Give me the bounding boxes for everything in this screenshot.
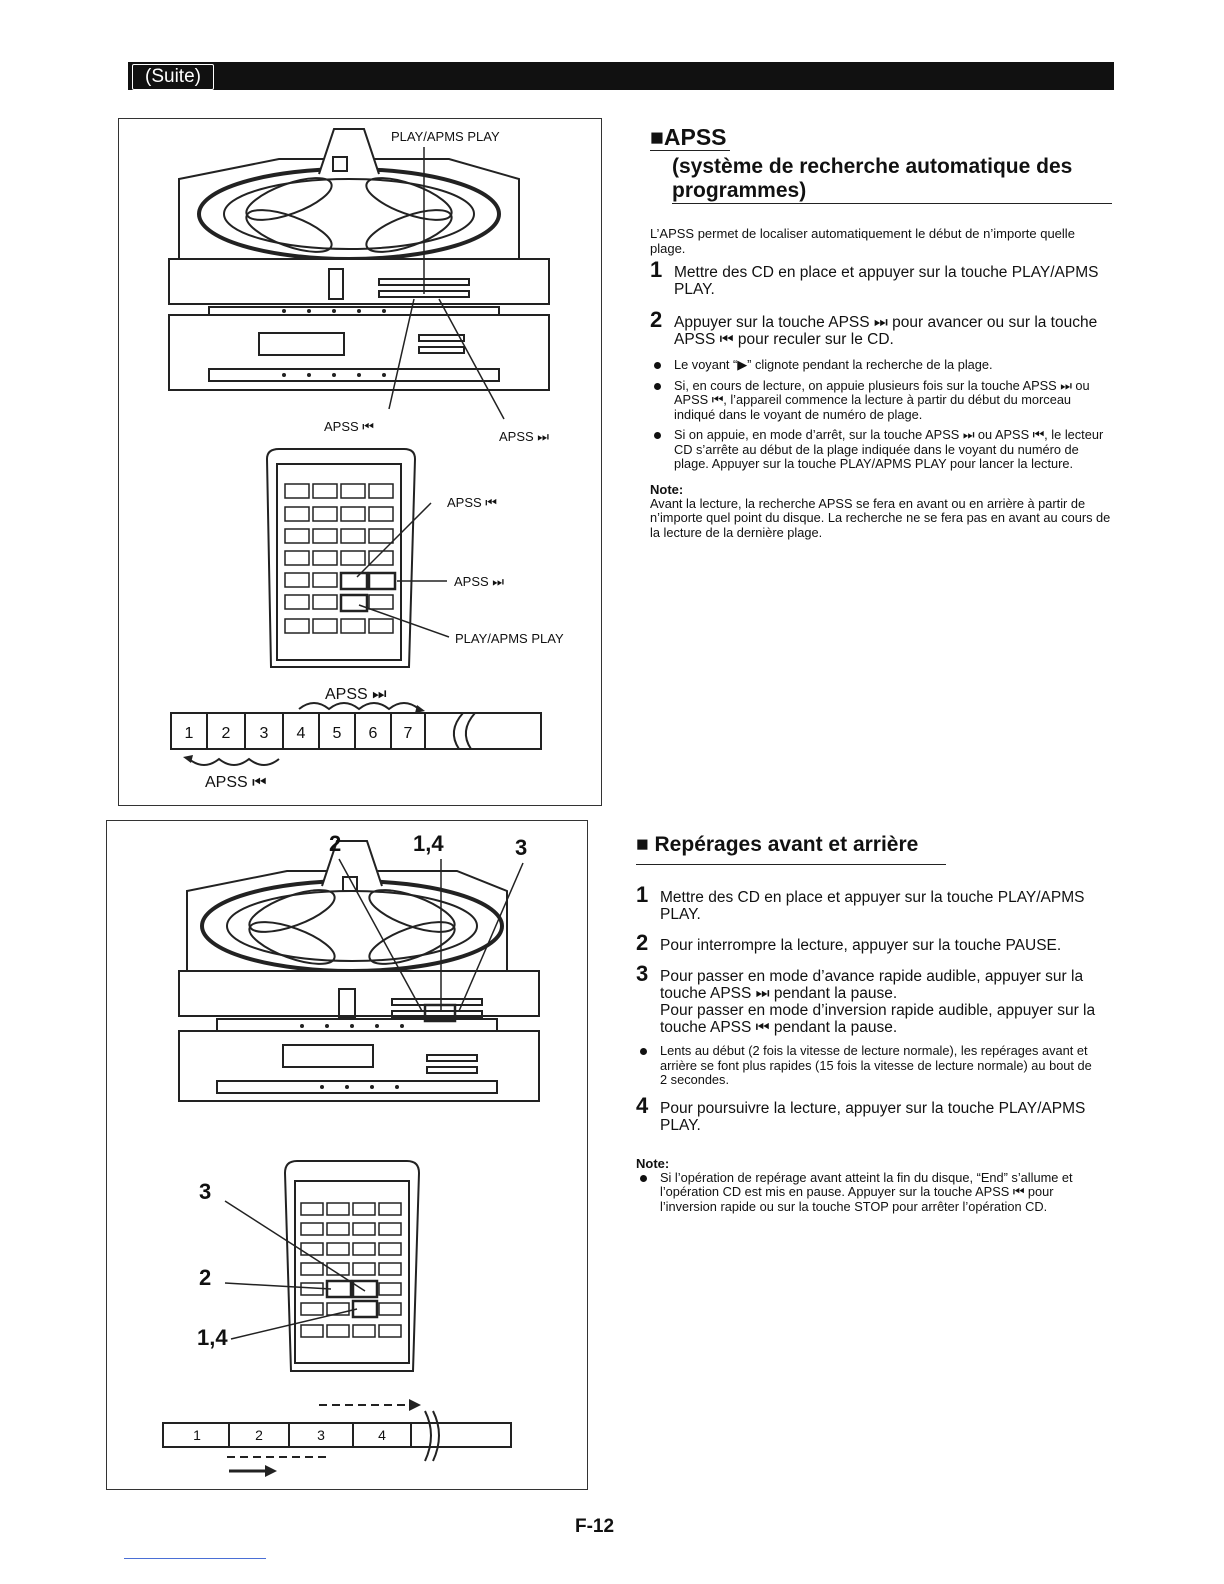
reperages-step-3a-text: Pour passer en mode d’avance rapide audible, appuyer sur la touche APSS ⏭ pendant la pause. bbox=[660, 968, 1084, 1002]
apss-note-text: Avant la lecture, la recherche APSS se fera en avant ou en arrière à partir de n’importe quel point du disque. La recherche ne se fera pas en avant au cours de la lecture de la dernière plage. bbox=[650, 495, 1111, 540]
apss-step-1 bbox=[650, 257, 1112, 298]
figure-reperages-drawing bbox=[107, 821, 587, 1489]
step-number: 3 bbox=[636, 961, 649, 986]
track-number: 1 bbox=[184, 725, 194, 742]
remote-label-next: APSS ⏭ bbox=[454, 574, 504, 589]
remote-callout-2: 2 bbox=[199, 1265, 212, 1290]
track-forward-label: APSS ⏭ bbox=[325, 686, 387, 703]
reperages-step-4 bbox=[636, 1092, 1096, 1134]
subtitle-rule bbox=[672, 203, 1112, 204]
label-play: PLAY/APMS PLAY bbox=[391, 129, 500, 144]
apss-section bbox=[650, 124, 1112, 540]
apss-step-1-text: Mettre des CD en place et appuyer sur la touche PLAY/APMS PLAY. bbox=[674, 264, 1099, 298]
label-apss-next: APSS ⏭ bbox=[499, 429, 549, 444]
figure-apss bbox=[118, 118, 602, 806]
reperages-step-1-text: Mettre des CD en place et appuyer sur la touche PLAY/APMS PLAY. bbox=[660, 889, 1085, 923]
callout-step-3: 3 bbox=[515, 835, 528, 860]
track-number: 1 bbox=[193, 1427, 201, 1443]
track-number: 3 bbox=[259, 725, 269, 742]
reperages-note-text: Si l’opération de repérage avant atteint la fin du disque, “End” s’allume et l’opération CD est mis en pause. Appuyer sur la touche APSS ⏮ pour l’inversion rapide ou sur la touche STOP pour arrêter l’opération CD. bbox=[636, 1171, 1096, 1215]
reperages-step-3b-text: Pour passer en mode d’inversion rapide audible, appuyer sur la touche APSS ⏮ pendant la pause. bbox=[660, 1002, 1096, 1036]
track-number: 2 bbox=[255, 1427, 263, 1443]
reperages-step-4-text: Pour poursuivre la lecture, appuyer sur la touche PLAY/APMS PLAY. bbox=[660, 1099, 1086, 1134]
track-number: 4 bbox=[296, 725, 306, 742]
figure-apss-drawing bbox=[119, 119, 601, 805]
reperages-step-2-text: Pour interrompre la lecture, appuyer sur la touche PAUSE. bbox=[660, 937, 1062, 954]
reperages-step-1 bbox=[636, 882, 1096, 923]
callout-step-1-4: 1,4 bbox=[413, 831, 444, 856]
reperages-step-2 bbox=[636, 930, 1096, 955]
reperages-title: ■ Repérages avant et arrière bbox=[636, 833, 919, 856]
track-back-label: APSS ⏮ bbox=[205, 774, 267, 791]
reperages-note-heading: Note: bbox=[636, 1155, 670, 1171]
step-number: 1 bbox=[650, 257, 663, 282]
suite-label: (Suite) bbox=[132, 64, 214, 90]
figure-reperages bbox=[106, 820, 588, 1490]
track-number: 3 bbox=[317, 1427, 325, 1443]
apss-bullet-2: Si, en cours de lecture, on appuie plusieurs fois sur la touche APSS ⏭ ou APSS ⏮, l’appareil commence la lecture à partir du début du morceau indiqué dans le voyant de numéro de plage. bbox=[650, 379, 1112, 423]
apss-step-2 bbox=[650, 307, 1112, 348]
apss-title: ■APSS bbox=[650, 124, 727, 150]
remote-label-prev: APSS ⏮ bbox=[447, 495, 497, 510]
track-number: 4 bbox=[378, 1427, 386, 1443]
step-number: 4 bbox=[636, 1092, 649, 1118]
callout-step-2: 2 bbox=[329, 831, 342, 856]
remote-label-play: PLAY/APMS PLAY bbox=[455, 631, 564, 646]
title-rule bbox=[636, 864, 946, 865]
apss-subtitle-line1: (système de recherche automatique des bbox=[672, 155, 1073, 178]
reperages-step-3 bbox=[636, 961, 1096, 1036]
apss-bullet-1: Le voyant “▶” clignote pendant la recherche de la plage. bbox=[650, 358, 1112, 373]
reperages-section bbox=[636, 832, 1096, 1214]
track-number: 6 bbox=[368, 725, 378, 742]
apss-bullet-3: Si on appuie, en mode d’arrêt, sur la touche APSS ⏭ ou APSS ⏮, le lecteur CD s’arrête au début de la plage indiquée dans le voyant du numéro de plage. Appuyer sur la touche PLAY/APMS PLAY pour lancer la lecture. bbox=[650, 428, 1112, 472]
page-number: F-12 bbox=[575, 1516, 615, 1537]
title-rule bbox=[650, 150, 730, 151]
header-bar bbox=[128, 62, 1114, 90]
track-number: 5 bbox=[332, 725, 342, 742]
apss-intro: L’APSS permet de localiser automatiquement le début de n’importe quelle plage. bbox=[650, 226, 1075, 256]
step-number: 2 bbox=[650, 307, 663, 332]
label-apss-prev: APSS ⏮ bbox=[324, 419, 374, 434]
apss-subtitle-line2: programmes) bbox=[672, 179, 807, 202]
apss-note-heading: Note: bbox=[650, 481, 684, 497]
footer-line bbox=[124, 1558, 266, 1559]
remote-callout-1-4: 1,4 bbox=[197, 1325, 228, 1350]
step-number: 2 bbox=[636, 930, 649, 955]
reperages-bullet-1: Lents au début (2 fois la vitesse de lecture normale), les repérages avant et arrière se font plus rapides (15 fois la vitesse de lecture normale) au bout de 2 secondes. bbox=[636, 1044, 1096, 1088]
remote-callout-3: 3 bbox=[199, 1179, 212, 1204]
track-number: 2 bbox=[221, 725, 231, 742]
track-number: 7 bbox=[403, 725, 413, 742]
step-number: 1 bbox=[636, 882, 649, 907]
apss-step-2-text: Appuyer sur la touche APSS ⏭ pour avancer ou sur la touche APSS ⏮ pour reculer sur le CD. bbox=[674, 314, 1098, 348]
